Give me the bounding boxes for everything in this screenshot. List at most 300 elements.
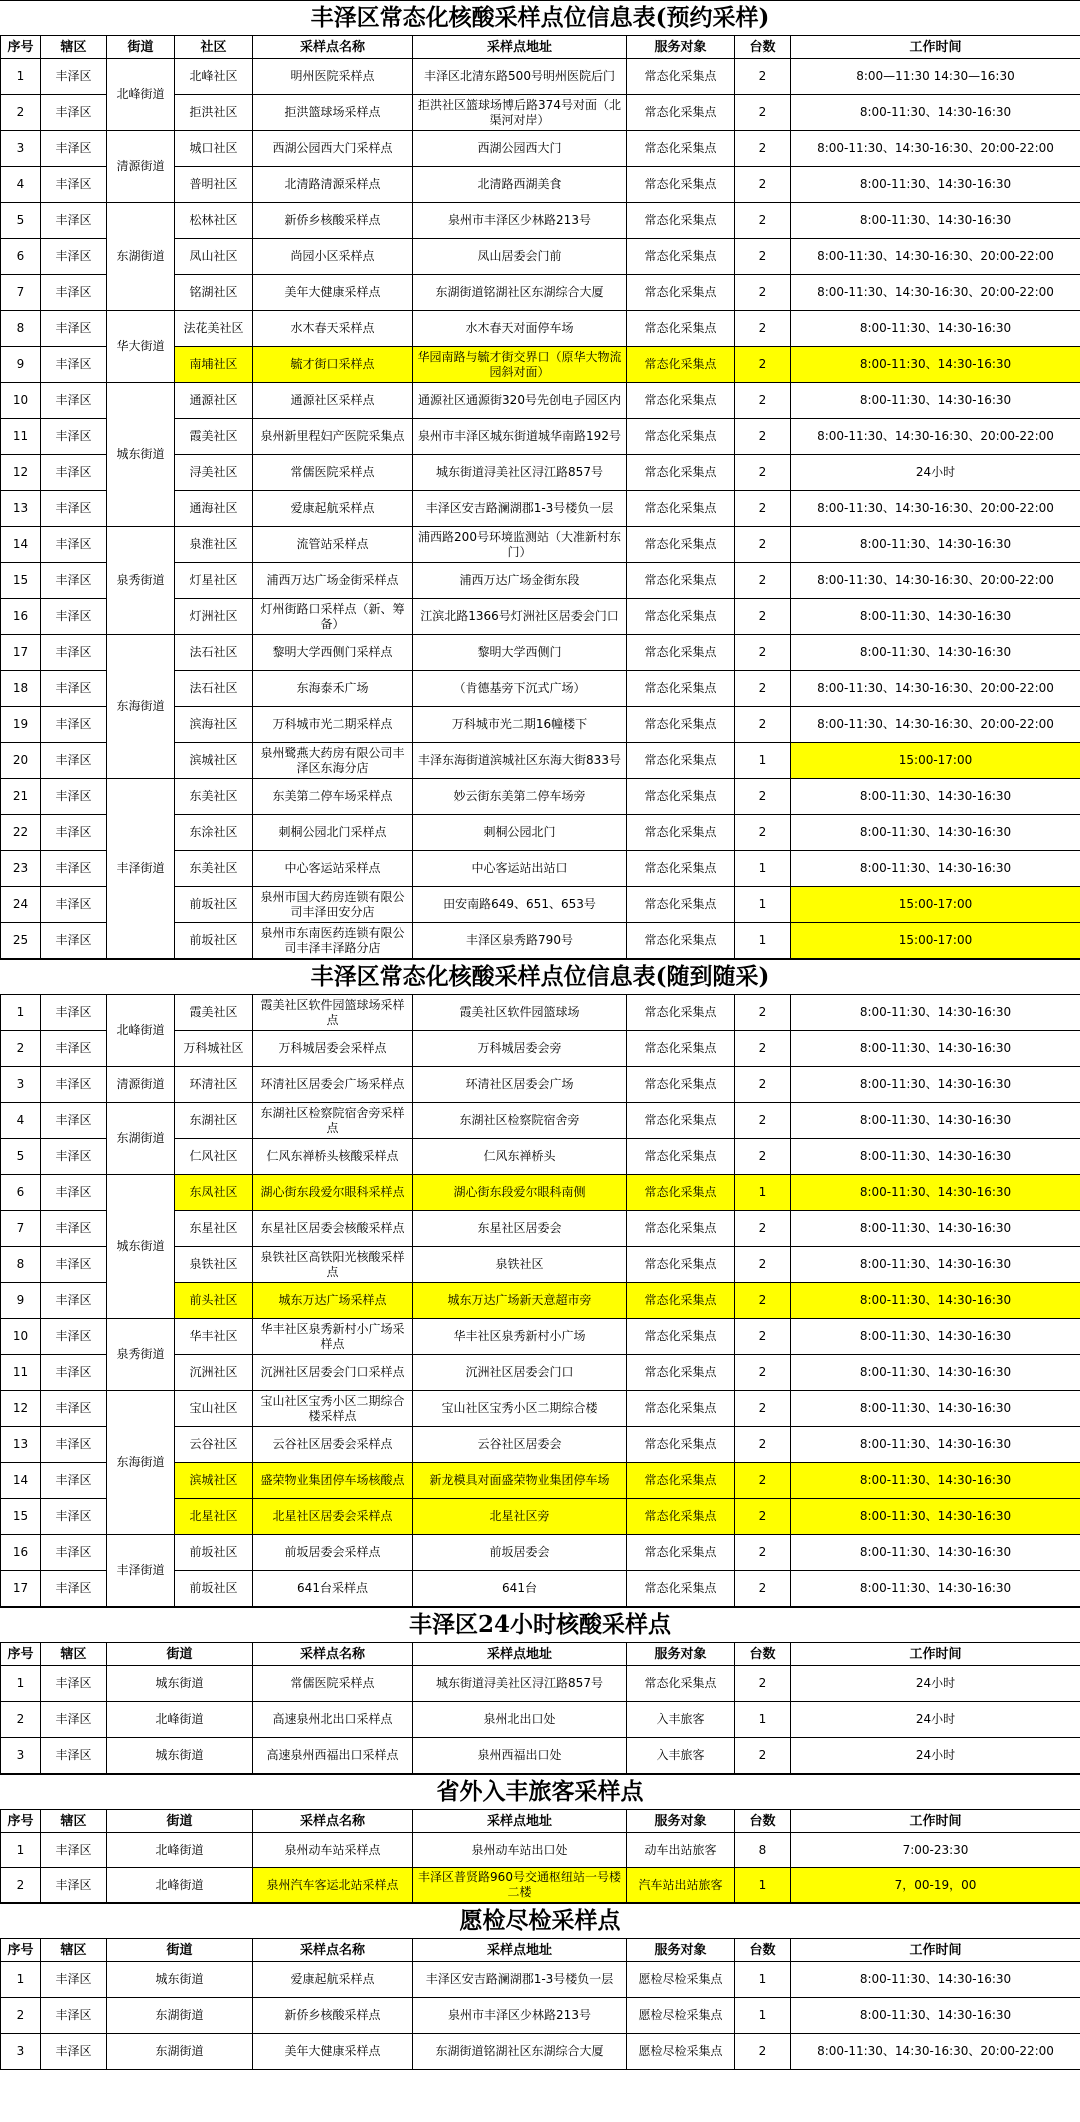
row-district: 丰泽区 xyxy=(41,1738,107,1774)
row-street: 北峰街道 xyxy=(107,1868,253,1903)
row-street: 泉秀街道 xyxy=(107,527,175,635)
header-street: 街道 xyxy=(107,36,175,59)
header-address: 采样点地址 xyxy=(413,1939,627,1962)
row-service: 汽车站出站旅客 xyxy=(627,1868,735,1903)
row-community: 环清社区 xyxy=(175,1067,253,1103)
row-community: 东湖社区 xyxy=(175,1103,253,1139)
header-count: 台数 xyxy=(735,1939,791,1962)
row-community: 滨城社区 xyxy=(175,1463,253,1499)
row-street: 丰泽街道 xyxy=(107,779,175,959)
row-street: 东海街道 xyxy=(107,635,175,779)
row-hours: 8:00-11:30、14:30-16:30 xyxy=(791,779,1080,815)
row-address: 中心客运站出站口 xyxy=(413,851,627,887)
row-service: 常态化采集点 xyxy=(627,707,735,743)
row-district: 丰泽区 xyxy=(41,95,107,131)
row-community: 法石社区 xyxy=(175,671,253,707)
row-community: 拒洪社区 xyxy=(175,95,253,131)
row-service: 常态化采集点 xyxy=(627,1139,735,1175)
row-district: 丰泽区 xyxy=(41,1175,107,1211)
row-district: 丰泽区 xyxy=(41,311,107,347)
row-service: 常态化采集点 xyxy=(627,779,735,815)
header-community: 社区 xyxy=(175,36,253,59)
row-site-name: 东海泰禾广场 xyxy=(253,671,413,707)
row-seq: 6 xyxy=(1,239,41,275)
row-address: 泉州西福出口处 xyxy=(413,1738,627,1774)
row-service: 常态化采集点 xyxy=(627,1355,735,1391)
row-hours: 15:00-17:00 xyxy=(791,887,1080,923)
row-service: 常态化采集点 xyxy=(627,923,735,959)
row-site-name: 云谷社区居委会采样点 xyxy=(253,1427,413,1463)
row-seq: 16 xyxy=(1,599,41,635)
row-hours: 8:00-11:30、14:30-16:30、20:00-22:00 xyxy=(791,707,1080,743)
header-site-name: 采样点名称 xyxy=(253,36,413,59)
row-site-name: 美年大健康采样点 xyxy=(253,275,413,311)
header-address: 采样点地址 xyxy=(413,1643,627,1666)
row-hours: 8:00-11:30、14:30-16:30 xyxy=(791,347,1080,383)
row-community: 浔美社区 xyxy=(175,455,253,491)
row-district: 丰泽区 xyxy=(41,599,107,635)
header-district: 辖区 xyxy=(41,1939,107,1962)
row-hours: 24小时 xyxy=(791,1738,1080,1774)
row-site-name: 高速泉州西福出口采样点 xyxy=(253,1738,413,1774)
row-count: 2 xyxy=(735,1391,791,1427)
row-hours: 8:00-11:30、14:30-16:30 xyxy=(791,599,1080,635)
row-community: 宝山社区 xyxy=(175,1391,253,1427)
row-site-name: 常儒医院采样点 xyxy=(253,455,413,491)
row-street: 泉秀街道 xyxy=(107,1319,175,1391)
row-seq: 18 xyxy=(1,671,41,707)
row-count: 2 xyxy=(735,1499,791,1535)
row-seq: 1 xyxy=(1,995,41,1031)
row-count: 2 xyxy=(735,275,791,311)
row-address: 通源社区通源街320号先创电子园区内 xyxy=(413,383,627,419)
row-community: 东涂社区 xyxy=(175,815,253,851)
row-service: 常态化采集点 xyxy=(627,59,735,95)
row-address: 东湖街道铭湖社区东湖综合大厦 xyxy=(413,275,627,311)
row-hours: 15:00-17:00 xyxy=(791,923,1080,959)
section1-title: 丰泽区常态化核酸采样点位信息表(预约采样) xyxy=(0,0,1080,35)
header-street: 街道 xyxy=(107,1643,253,1666)
header-hours: 工作时间 xyxy=(791,36,1080,59)
row-address: 霞美社区软件园篮球场 xyxy=(413,995,627,1031)
row-count: 1 xyxy=(735,1962,791,1998)
row-community: 滨城社区 xyxy=(175,743,253,779)
row-hours: 24小时 xyxy=(791,455,1080,491)
row-service: 常态化采集点 xyxy=(627,1031,735,1067)
row-hours: 8:00-11:30、14:30-16:30 xyxy=(791,383,1080,419)
row-count: 2 xyxy=(735,1067,791,1103)
row-service: 愿检尽检采集点 xyxy=(627,1962,735,1998)
row-address: 万科城市光二期16幢楼下 xyxy=(413,707,627,743)
row-count: 1 xyxy=(735,887,791,923)
row-seq: 1 xyxy=(1,1666,41,1702)
row-hours: 8:00-11:30、14:30-16:30 xyxy=(791,167,1080,203)
row-address: 水木春天对面停车场 xyxy=(413,311,627,347)
row-count: 1 xyxy=(735,1998,791,2034)
row-seq: 15 xyxy=(1,1499,41,1535)
row-count: 2 xyxy=(735,1103,791,1139)
row-hours: 8:00-11:30、14:30-16:30 xyxy=(791,1319,1080,1355)
table-row xyxy=(1,311,1080,347)
row-street: 北峰街道 xyxy=(107,1833,253,1868)
row-seq: 3 xyxy=(1,1067,41,1103)
row-community: 灯星社区 xyxy=(175,563,253,599)
header-seq: 序号 xyxy=(1,1643,41,1666)
table-row xyxy=(1,1738,1080,1774)
row-community: 铭湖社区 xyxy=(175,275,253,311)
row-address: 泉州市丰泽区少林路213号 xyxy=(413,203,627,239)
row-count: 2 xyxy=(735,707,791,743)
row-hours: 8:00-11:30、14:30-16:30 xyxy=(791,1463,1080,1499)
row-hours: 8:00-11:30、14:30-16:30 xyxy=(791,1427,1080,1463)
row-service: 入丰旅客 xyxy=(627,1702,735,1738)
row-count: 2 xyxy=(735,563,791,599)
row-community: 仁风社区 xyxy=(175,1139,253,1175)
row-seq: 9 xyxy=(1,347,41,383)
row-district: 丰泽区 xyxy=(41,1031,107,1067)
row-service: 常态化采集点 xyxy=(627,95,735,131)
row-hours: 8:00-11:30、14:30-16:30 xyxy=(791,1283,1080,1319)
row-count: 2 xyxy=(735,1463,791,1499)
row-count: 2 xyxy=(735,1247,791,1283)
row-address: 万科城居委会旁 xyxy=(413,1031,627,1067)
row-count: 2 xyxy=(735,1283,791,1319)
row-site-name: 东湖社区检察院宿舍旁采样点 xyxy=(253,1103,413,1139)
row-address: 泉铁社区 xyxy=(413,1247,627,1283)
row-street: 北峰街道 xyxy=(107,1702,253,1738)
row-seq: 12 xyxy=(1,455,41,491)
row-address: 东湖街道铭湖社区东湖综合大厦 xyxy=(413,2034,627,2070)
row-community: 法花美社区 xyxy=(175,311,253,347)
row-count: 2 xyxy=(735,1666,791,1702)
row-seq: 17 xyxy=(1,1571,41,1607)
row-district: 丰泽区 xyxy=(41,1319,107,1355)
row-site-name: 流管站采样点 xyxy=(253,527,413,563)
row-address: 北清路西湖美食 xyxy=(413,167,627,203)
row-district: 丰泽区 xyxy=(41,1211,107,1247)
row-site-name: 高速泉州北出口采样点 xyxy=(253,1702,413,1738)
row-service: 常态化采集点 xyxy=(627,1067,735,1103)
header-site-name: 采样点名称 xyxy=(253,1939,413,1962)
row-hours: 24小时 xyxy=(791,1666,1080,1702)
row-service: 常态化采集点 xyxy=(627,239,735,275)
row-count: 2 xyxy=(735,383,791,419)
row-hours: 8:00-11:30、14:30-16:30 xyxy=(791,815,1080,851)
row-site-name: 泉州鹭燕大药房有限公司丰泽区东海分店 xyxy=(253,743,413,779)
row-site-name: 641台采样点 xyxy=(253,1571,413,1607)
row-seq: 9 xyxy=(1,1283,41,1319)
row-seq: 2 xyxy=(1,95,41,131)
row-address: 泉州动车站出口处 xyxy=(413,1833,627,1868)
row-district: 丰泽区 xyxy=(41,167,107,203)
row-district: 丰泽区 xyxy=(41,1427,107,1463)
row-district: 丰泽区 xyxy=(41,1499,107,1535)
row-seq: 10 xyxy=(1,1319,41,1355)
row-address: 城东街道浔美社区浔江路857号 xyxy=(413,1666,627,1702)
row-site-name: 尚园小区采样点 xyxy=(253,239,413,275)
row-hours: 8:00-11:30、14:30-16:30 xyxy=(791,527,1080,563)
row-hours: 8:00-11:30、14:30-16:30 xyxy=(791,851,1080,887)
section5-table xyxy=(0,1938,1080,2070)
row-street: 丰泽街道 xyxy=(107,1535,175,1607)
row-address: 泉州北出口处 xyxy=(413,1702,627,1738)
table-row xyxy=(1,635,1080,671)
row-community: 东美社区 xyxy=(175,779,253,815)
row-service: 常态化采集点 xyxy=(627,383,735,419)
table-row xyxy=(1,1868,1080,1903)
row-count: 2 xyxy=(735,671,791,707)
row-seq: 3 xyxy=(1,131,41,167)
row-site-name: 泉铁社区高铁阳光核酸采样点 xyxy=(253,1247,413,1283)
row-count: 1 xyxy=(735,1702,791,1738)
row-district: 丰泽区 xyxy=(41,131,107,167)
row-count: 1 xyxy=(735,923,791,959)
row-hours: 8:00-11:30、14:30-16:30 xyxy=(791,635,1080,671)
table-row xyxy=(1,995,1080,1031)
row-service: 常态化采集点 xyxy=(627,1175,735,1211)
row-count: 2 xyxy=(735,779,791,815)
row-address: 丰泽东海街道滨城社区东海大街833号 xyxy=(413,743,627,779)
row-address: 云谷社区居委会 xyxy=(413,1427,627,1463)
row-hours: 8:00-11:30、14:30-16:30 xyxy=(791,1067,1080,1103)
row-seq: 1 xyxy=(1,59,41,95)
row-seq: 1 xyxy=(1,1962,41,1998)
row-address: 宝山社区宝秀小区二期综合楼 xyxy=(413,1391,627,1427)
row-seq: 1 xyxy=(1,1833,41,1868)
row-address: 新龙模具对面盛荣物业集团停车场 xyxy=(413,1463,627,1499)
row-service: 常态化采集点 xyxy=(627,1463,735,1499)
row-community: 华丰社区 xyxy=(175,1319,253,1355)
row-hours: 8:00-11:30、14:30-16:30 xyxy=(791,1571,1080,1607)
row-community: 北峰社区 xyxy=(175,59,253,95)
row-district: 丰泽区 xyxy=(41,455,107,491)
row-community: 凤山社区 xyxy=(175,239,253,275)
row-street: 城东街道 xyxy=(107,383,175,527)
row-count: 2 xyxy=(735,2034,791,2070)
row-seq: 22 xyxy=(1,815,41,851)
row-count: 2 xyxy=(735,131,791,167)
row-site-name: 北星社区居委会采样点 xyxy=(253,1499,413,1535)
row-service: 常态化采集点 xyxy=(627,1319,735,1355)
row-address: 北星社区旁 xyxy=(413,1499,627,1535)
row-count: 2 xyxy=(735,239,791,275)
table-row xyxy=(1,1833,1080,1868)
row-site-name: 沉洲社区居委会门口采样点 xyxy=(253,1355,413,1391)
row-seq: 14 xyxy=(1,1463,41,1499)
row-hours: 8:00-11:30、14:30-16:30 xyxy=(791,1535,1080,1571)
row-address: 641台 xyxy=(413,1571,627,1607)
row-site-name: 前坂居委会采样点 xyxy=(253,1535,413,1571)
row-district: 丰泽区 xyxy=(41,527,107,563)
row-seq: 8 xyxy=(1,311,41,347)
row-service: 常态化采集点 xyxy=(627,347,735,383)
row-service: 常态化采集点 xyxy=(627,1666,735,1702)
row-district: 丰泽区 xyxy=(41,383,107,419)
row-seq: 7 xyxy=(1,1211,41,1247)
row-district: 丰泽区 xyxy=(41,491,107,527)
row-count: 2 xyxy=(735,599,791,635)
row-address: 前坂居委会 xyxy=(413,1535,627,1571)
row-community: 泉铁社区 xyxy=(175,1247,253,1283)
row-seq: 15 xyxy=(1,563,41,599)
row-service: 常态化采集点 xyxy=(627,131,735,167)
row-service: 常态化采集点 xyxy=(627,491,735,527)
row-address: 丰泽区安吉路澜湖郡1-3号楼负一层 xyxy=(413,1962,627,1998)
row-site-name: 泉州新里程妇产医院采集点 xyxy=(253,419,413,455)
row-district: 丰泽区 xyxy=(41,1702,107,1738)
row-service: 常态化采集点 xyxy=(627,887,735,923)
row-address: 丰泽区普贤路960号交通枢纽站一号楼二楼 xyxy=(413,1868,627,1903)
row-district: 丰泽区 xyxy=(41,59,107,95)
row-hours: 8:00-11:30、14:30-16:30、20:00-22:00 xyxy=(791,491,1080,527)
row-hours: 7，00-19，00 xyxy=(791,1868,1080,1903)
row-site-name: 北清路清源采样点 xyxy=(253,167,413,203)
row-community: 普明社区 xyxy=(175,167,253,203)
row-hours: 8:00-11:30、14:30-16:30 xyxy=(791,311,1080,347)
row-community: 东美社区 xyxy=(175,851,253,887)
row-address: 东星社区居委会 xyxy=(413,1211,627,1247)
section4-table xyxy=(0,1809,1080,1903)
row-address: 东湖社区检察院宿舍旁 xyxy=(413,1103,627,1139)
header-count: 台数 xyxy=(735,36,791,59)
header-district: 辖区 xyxy=(41,1810,107,1833)
row-district: 丰泽区 xyxy=(41,1103,107,1139)
row-count: 2 xyxy=(735,635,791,671)
row-address: 浦西万达广场金街东段 xyxy=(413,563,627,599)
row-hours: 8:00—11:30 14:30—16:30 xyxy=(791,59,1080,95)
row-count: 2 xyxy=(735,815,791,851)
row-community: 法石社区 xyxy=(175,635,253,671)
row-street: 城东街道 xyxy=(107,1738,253,1774)
row-address: 湖心街东段爱尔眼科南侧 xyxy=(413,1175,627,1211)
row-count: 2 xyxy=(735,95,791,131)
row-hours: 8:00-11:30、14:30-16:30、20:00-22:00 xyxy=(791,275,1080,311)
row-seq: 13 xyxy=(1,1427,41,1463)
row-seq: 24 xyxy=(1,887,41,923)
row-seq: 3 xyxy=(1,1738,41,1774)
row-count: 2 xyxy=(735,167,791,203)
row-site-name: 泉州市国大药房连锁有限公司丰泽田安分店 xyxy=(253,887,413,923)
row-district: 丰泽区 xyxy=(41,743,107,779)
row-district: 丰泽区 xyxy=(41,1247,107,1283)
row-hours: 8:00-11:30、14:30-16:30、20:00-22:00 xyxy=(791,671,1080,707)
row-district: 丰泽区 xyxy=(41,1962,107,1998)
row-district: 丰泽区 xyxy=(41,671,107,707)
row-seq: 4 xyxy=(1,1103,41,1139)
row-community: 通源社区 xyxy=(175,383,253,419)
row-community: 云谷社区 xyxy=(175,1427,253,1463)
row-street: 清源街道 xyxy=(107,131,175,203)
row-hours: 8:00-11:30、14:30-16:30、20:00-22:00 xyxy=(791,2034,1080,2070)
row-count: 2 xyxy=(735,1211,791,1247)
header-hours: 工作时间 xyxy=(791,1643,1080,1666)
row-address: 环清社区居委会广场 xyxy=(413,1067,627,1103)
row-community: 霞美社区 xyxy=(175,419,253,455)
section3-table xyxy=(0,1642,1080,1774)
row-community: 霞美社区 xyxy=(175,995,253,1031)
row-street: 北峰街道 xyxy=(107,995,175,1067)
row-street: 东湖街道 xyxy=(107,2034,253,2070)
row-address: 华园南路与毓才街交界口（原华大物流园斜对面） xyxy=(413,347,627,383)
row-count: 2 xyxy=(735,455,791,491)
row-site-name: 灯州街路口采样点（新、筹备） xyxy=(253,599,413,635)
row-service: 常态化采集点 xyxy=(627,671,735,707)
row-count: 2 xyxy=(735,1319,791,1355)
row-site-name: 泉州汽车客运北站采样点 xyxy=(253,1868,413,1903)
row-address: 华丰社区泉秀新村小广场 xyxy=(413,1319,627,1355)
row-hours: 8:00-11:30、14:30-16:30 xyxy=(791,1998,1080,2034)
row-community: 沉洲社区 xyxy=(175,1355,253,1391)
row-community: 前坂社区 xyxy=(175,1571,253,1607)
row-address: 拒洪社区篮球场博后路374号对面（北渠河对岸） xyxy=(413,95,627,131)
row-seq: 8 xyxy=(1,1247,41,1283)
row-site-name: 常儒医院采样点 xyxy=(253,1666,413,1702)
header-service: 服务对象 xyxy=(627,1939,735,1962)
row-service: 常态化采集点 xyxy=(627,815,735,851)
row-seq: 2 xyxy=(1,1868,41,1903)
row-site-name: 万科城市光二期采样点 xyxy=(253,707,413,743)
row-service: 常态化采集点 xyxy=(627,455,735,491)
row-community: 南埔社区 xyxy=(175,347,253,383)
row-street: 东湖街道 xyxy=(107,1103,175,1175)
row-service: 常态化采集点 xyxy=(627,1499,735,1535)
table-row xyxy=(1,1067,1080,1103)
row-hours: 8:00-11:30、14:30-16:30、20:00-22:00 xyxy=(791,419,1080,455)
row-hours: 8:00-11:30、14:30-16:30 xyxy=(791,1175,1080,1211)
row-seq: 6 xyxy=(1,1175,41,1211)
section5-title: 愿检尽检采样点 xyxy=(0,1903,1080,1938)
row-seq: 20 xyxy=(1,743,41,779)
header-address: 采样点地址 xyxy=(413,1810,627,1833)
row-seq: 2 xyxy=(1,1702,41,1738)
row-district: 丰泽区 xyxy=(41,635,107,671)
table-row xyxy=(1,383,1080,419)
row-district: 丰泽区 xyxy=(41,1833,107,1868)
header-seq: 序号 xyxy=(1,1810,41,1833)
row-service: 常态化采集点 xyxy=(627,851,735,887)
row-street: 城东街道 xyxy=(107,1666,253,1702)
header-count: 台数 xyxy=(735,1810,791,1833)
row-address: 田安南路649、651、653号 xyxy=(413,887,627,923)
table-row xyxy=(1,1535,1080,1571)
row-street: 城东街道 xyxy=(107,1962,253,1998)
row-service: 常态化采集点 xyxy=(627,1103,735,1139)
row-seq: 19 xyxy=(1,707,41,743)
row-district: 丰泽区 xyxy=(41,1391,107,1427)
row-site-name: 东星社区居委会核酸采样点 xyxy=(253,1211,413,1247)
row-community: 滨海社区 xyxy=(175,707,253,743)
row-community: 城口社区 xyxy=(175,131,253,167)
table-row xyxy=(1,1962,1080,1998)
header-seq: 序号 xyxy=(1,1939,41,1962)
row-site-name: 环清社区居委会广场采样点 xyxy=(253,1067,413,1103)
row-service: 常态化采集点 xyxy=(627,995,735,1031)
row-seq: 25 xyxy=(1,923,41,959)
row-site-name: 东美第二停车场采样点 xyxy=(253,779,413,815)
table-row xyxy=(1,527,1080,563)
row-site-name: 爱康起航采样点 xyxy=(253,491,413,527)
row-district: 丰泽区 xyxy=(41,815,107,851)
row-seq: 17 xyxy=(1,635,41,671)
row-seq: 10 xyxy=(1,383,41,419)
row-hours: 15:00-17:00 xyxy=(791,743,1080,779)
row-service: 常态化采集点 xyxy=(627,311,735,347)
row-service: 常态化采集点 xyxy=(627,419,735,455)
row-district: 丰泽区 xyxy=(41,275,107,311)
header-district: 辖区 xyxy=(41,1643,107,1666)
row-seq: 2 xyxy=(1,1031,41,1067)
row-site-name: 通源社区采样点 xyxy=(253,383,413,419)
